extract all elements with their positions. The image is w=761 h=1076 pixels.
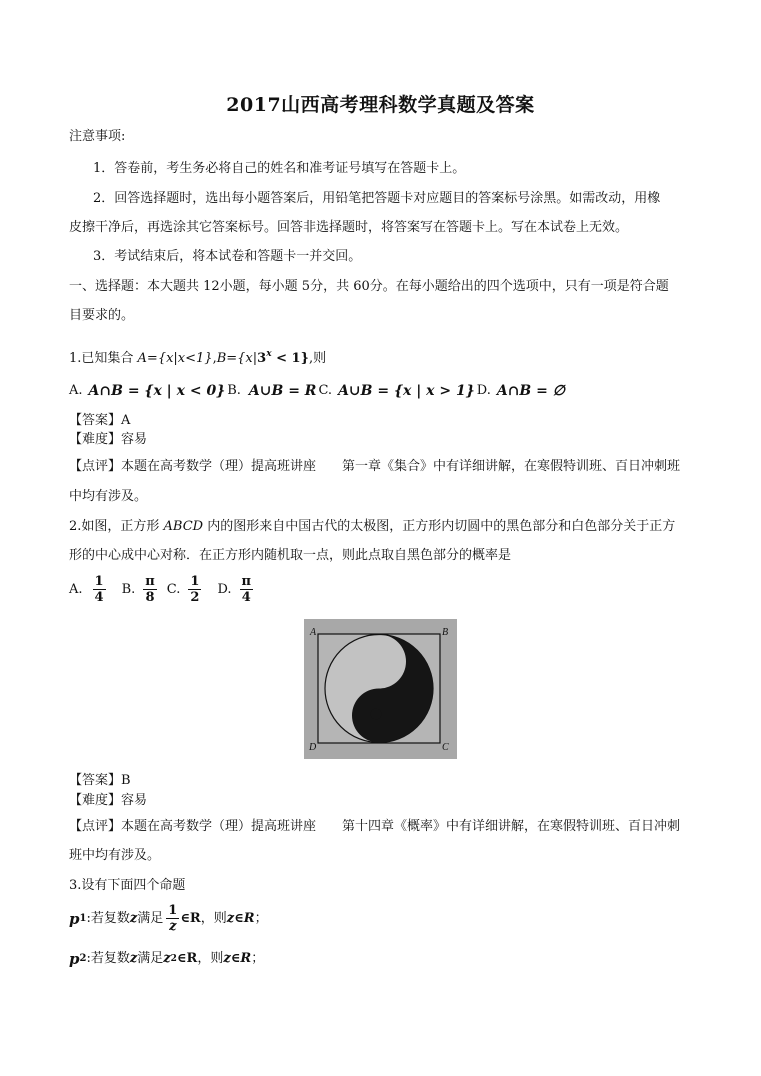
white-dot xyxy=(371,656,382,667)
q1-option-c-label: C. xyxy=(318,383,333,398)
q1-option-d-label: D. xyxy=(476,383,491,398)
q1-option-b-label: B. xyxy=(227,383,241,398)
p1-text-a: :若复数 xyxy=(86,910,130,926)
q2-stem-cont: 形的中心成中心对称．在正方形内随机取一点，则此点取自黑色部分的概率是 xyxy=(69,548,512,563)
p2-text-b: 满足 xyxy=(137,951,164,966)
notice-item-3: 3．考试结束后，将本试卷和答题卡一并交回。 xyxy=(93,249,362,264)
q1-answer: 【答案】A xyxy=(69,413,131,428)
q2-option-c-den: 2 xyxy=(190,590,200,605)
q2-option-a-label: A. xyxy=(69,581,83,597)
q1-set-b-left: B={x| xyxy=(216,351,258,366)
q1-stem-prefix: 1.已知集合 xyxy=(69,351,138,366)
q2-stem-a: 2.如图，正方形 xyxy=(69,519,164,534)
q2-option-c-frac xyxy=(188,574,201,605)
p2-conclusion: z∈R xyxy=(223,951,252,966)
q1-comment: 【点评】本题在高考数学（理）提高班讲座 第一章《集合》中有详细讲解，在寒假特训班、百日冲刺班 xyxy=(69,459,681,474)
page-title: 2017山西高考理科数学真题及答案 xyxy=(226,94,535,116)
taiji-figure xyxy=(304,619,457,759)
p2-z: z xyxy=(129,951,138,966)
black-dot xyxy=(371,709,382,720)
q2-options xyxy=(69,574,257,605)
notice-heading: 注意事项: xyxy=(69,129,126,144)
notice-item-1: 1．答卷前，考生务必将自己的姓名和准考证号填写在答题卡上。 xyxy=(93,161,466,176)
notice-item-2: 2．回答选择题时，选出每小题答案后，用铅笔把答题卡对应题目的答案标号涂黑。如需改动，用橡 xyxy=(93,191,661,206)
q3-proposition-p1 xyxy=(69,903,268,934)
vertex-label-d: D xyxy=(309,742,317,753)
p2-text-a: :若复数 xyxy=(86,951,130,966)
p1-text-b: 满足 xyxy=(137,910,164,926)
p1-z: z xyxy=(129,910,138,926)
q2-option-d-frac xyxy=(240,574,254,605)
p2-sub: 2 xyxy=(79,953,87,964)
q1-option-d-expr: A∩B = ∅ xyxy=(496,383,565,399)
q2-comment: 【点评】本题在高考数学（理）提高班讲座 第十四章《概率》中有详细讲解，在寒假特训班、百日冲刺 xyxy=(69,819,681,834)
q2-option-b-num: π xyxy=(145,574,155,589)
q3-stem: 3.设有下面四个命题 xyxy=(69,878,186,893)
q2-option-b-label: B. xyxy=(121,581,136,597)
p2-end: ； xyxy=(251,951,265,966)
p1-frac-den: z xyxy=(169,919,177,934)
p1-frac xyxy=(166,903,179,934)
q1-set-b-right: < 1} xyxy=(271,351,309,366)
q1-set-b-base: 3 xyxy=(257,351,267,366)
q1-comment-cont: 中均有涉及。 xyxy=(69,489,148,504)
q1-options xyxy=(69,382,689,400)
p2-z2-exp: 2 xyxy=(170,954,177,964)
p1-sub: 1 xyxy=(79,912,87,924)
notice-item-2-cont: 皮擦干净后，再选涂其它答案标号。回答非选择题时，将答案写在答题卡上。写在本试卷上无效。 xyxy=(69,220,629,235)
q2-option-d-num: π xyxy=(241,574,252,589)
q1-sep: , xyxy=(212,351,217,366)
p1-in-r: ∈R xyxy=(180,910,201,926)
q2-stem-abcd: ABCD xyxy=(163,519,204,534)
q1-stem-suffix: ,则 xyxy=(308,351,327,366)
q2-comment-cont: 班中均有涉及。 xyxy=(69,848,161,863)
p2-in-r: ∈R xyxy=(176,951,198,966)
p1-text-c: ，则 xyxy=(200,910,227,926)
q1-stem xyxy=(69,345,326,368)
q1-option-c-expr: A∪B = {x | x > 1} xyxy=(338,383,475,399)
vertex-label-c: C xyxy=(442,742,449,753)
q2-option-a-num: 1 xyxy=(94,574,104,589)
q1-set-a: A={x|x<1} xyxy=(137,351,213,366)
q2-option-b-frac xyxy=(143,574,157,605)
p2-text-c: ，则 xyxy=(197,951,224,966)
p2-symbol: p xyxy=(69,950,80,968)
p1-frac-num: 1 xyxy=(168,903,178,918)
q1-set-b-exp: x xyxy=(266,349,272,359)
vertex-label-a: A xyxy=(310,627,317,638)
section-heading-cont: 目要求的。 xyxy=(69,308,135,323)
section-heading: 一、选择题：本大题共 12小题，每小题 5分，共 60分。在每小题给出的四个选项中，只有一项是符合题 xyxy=(69,279,669,294)
q2-option-a-frac xyxy=(93,574,106,605)
q2-answer: 【答案】B xyxy=(69,773,131,788)
q1-option-a-label: A. xyxy=(69,383,83,398)
q2-option-b-den: 8 xyxy=(145,590,155,605)
taiji-svg xyxy=(304,619,457,759)
q2-option-c-num: 1 xyxy=(190,574,200,589)
p2-z2-base: z xyxy=(163,951,171,966)
q2-option-c-label: C. xyxy=(166,581,181,597)
q2-stem-b: 内的图形来自中国古代的太极图，正方形内切圆中的黑色部分和白色部分关于正方 xyxy=(203,519,676,534)
q1-difficulty: 【难度】容易 xyxy=(69,432,148,447)
p1-conclusion: z∈R xyxy=(226,910,255,926)
q3-proposition-p2 xyxy=(69,950,264,968)
p1-end: ； xyxy=(254,910,268,926)
p1-symbol: p xyxy=(69,909,80,928)
q1-option-a-expr: A∩B = {x | x < 0} xyxy=(88,383,226,399)
q1-option-b-expr: A∪B = R xyxy=(248,383,317,399)
q2-option-a-den: 4 xyxy=(94,590,104,605)
q2-option-d-den: 4 xyxy=(241,590,251,605)
q2-stem xyxy=(69,518,675,536)
vertex-label-b: B xyxy=(442,627,449,638)
q2-option-d-label: D. xyxy=(217,581,232,597)
q2-difficulty: 【难度】容易 xyxy=(69,793,148,808)
